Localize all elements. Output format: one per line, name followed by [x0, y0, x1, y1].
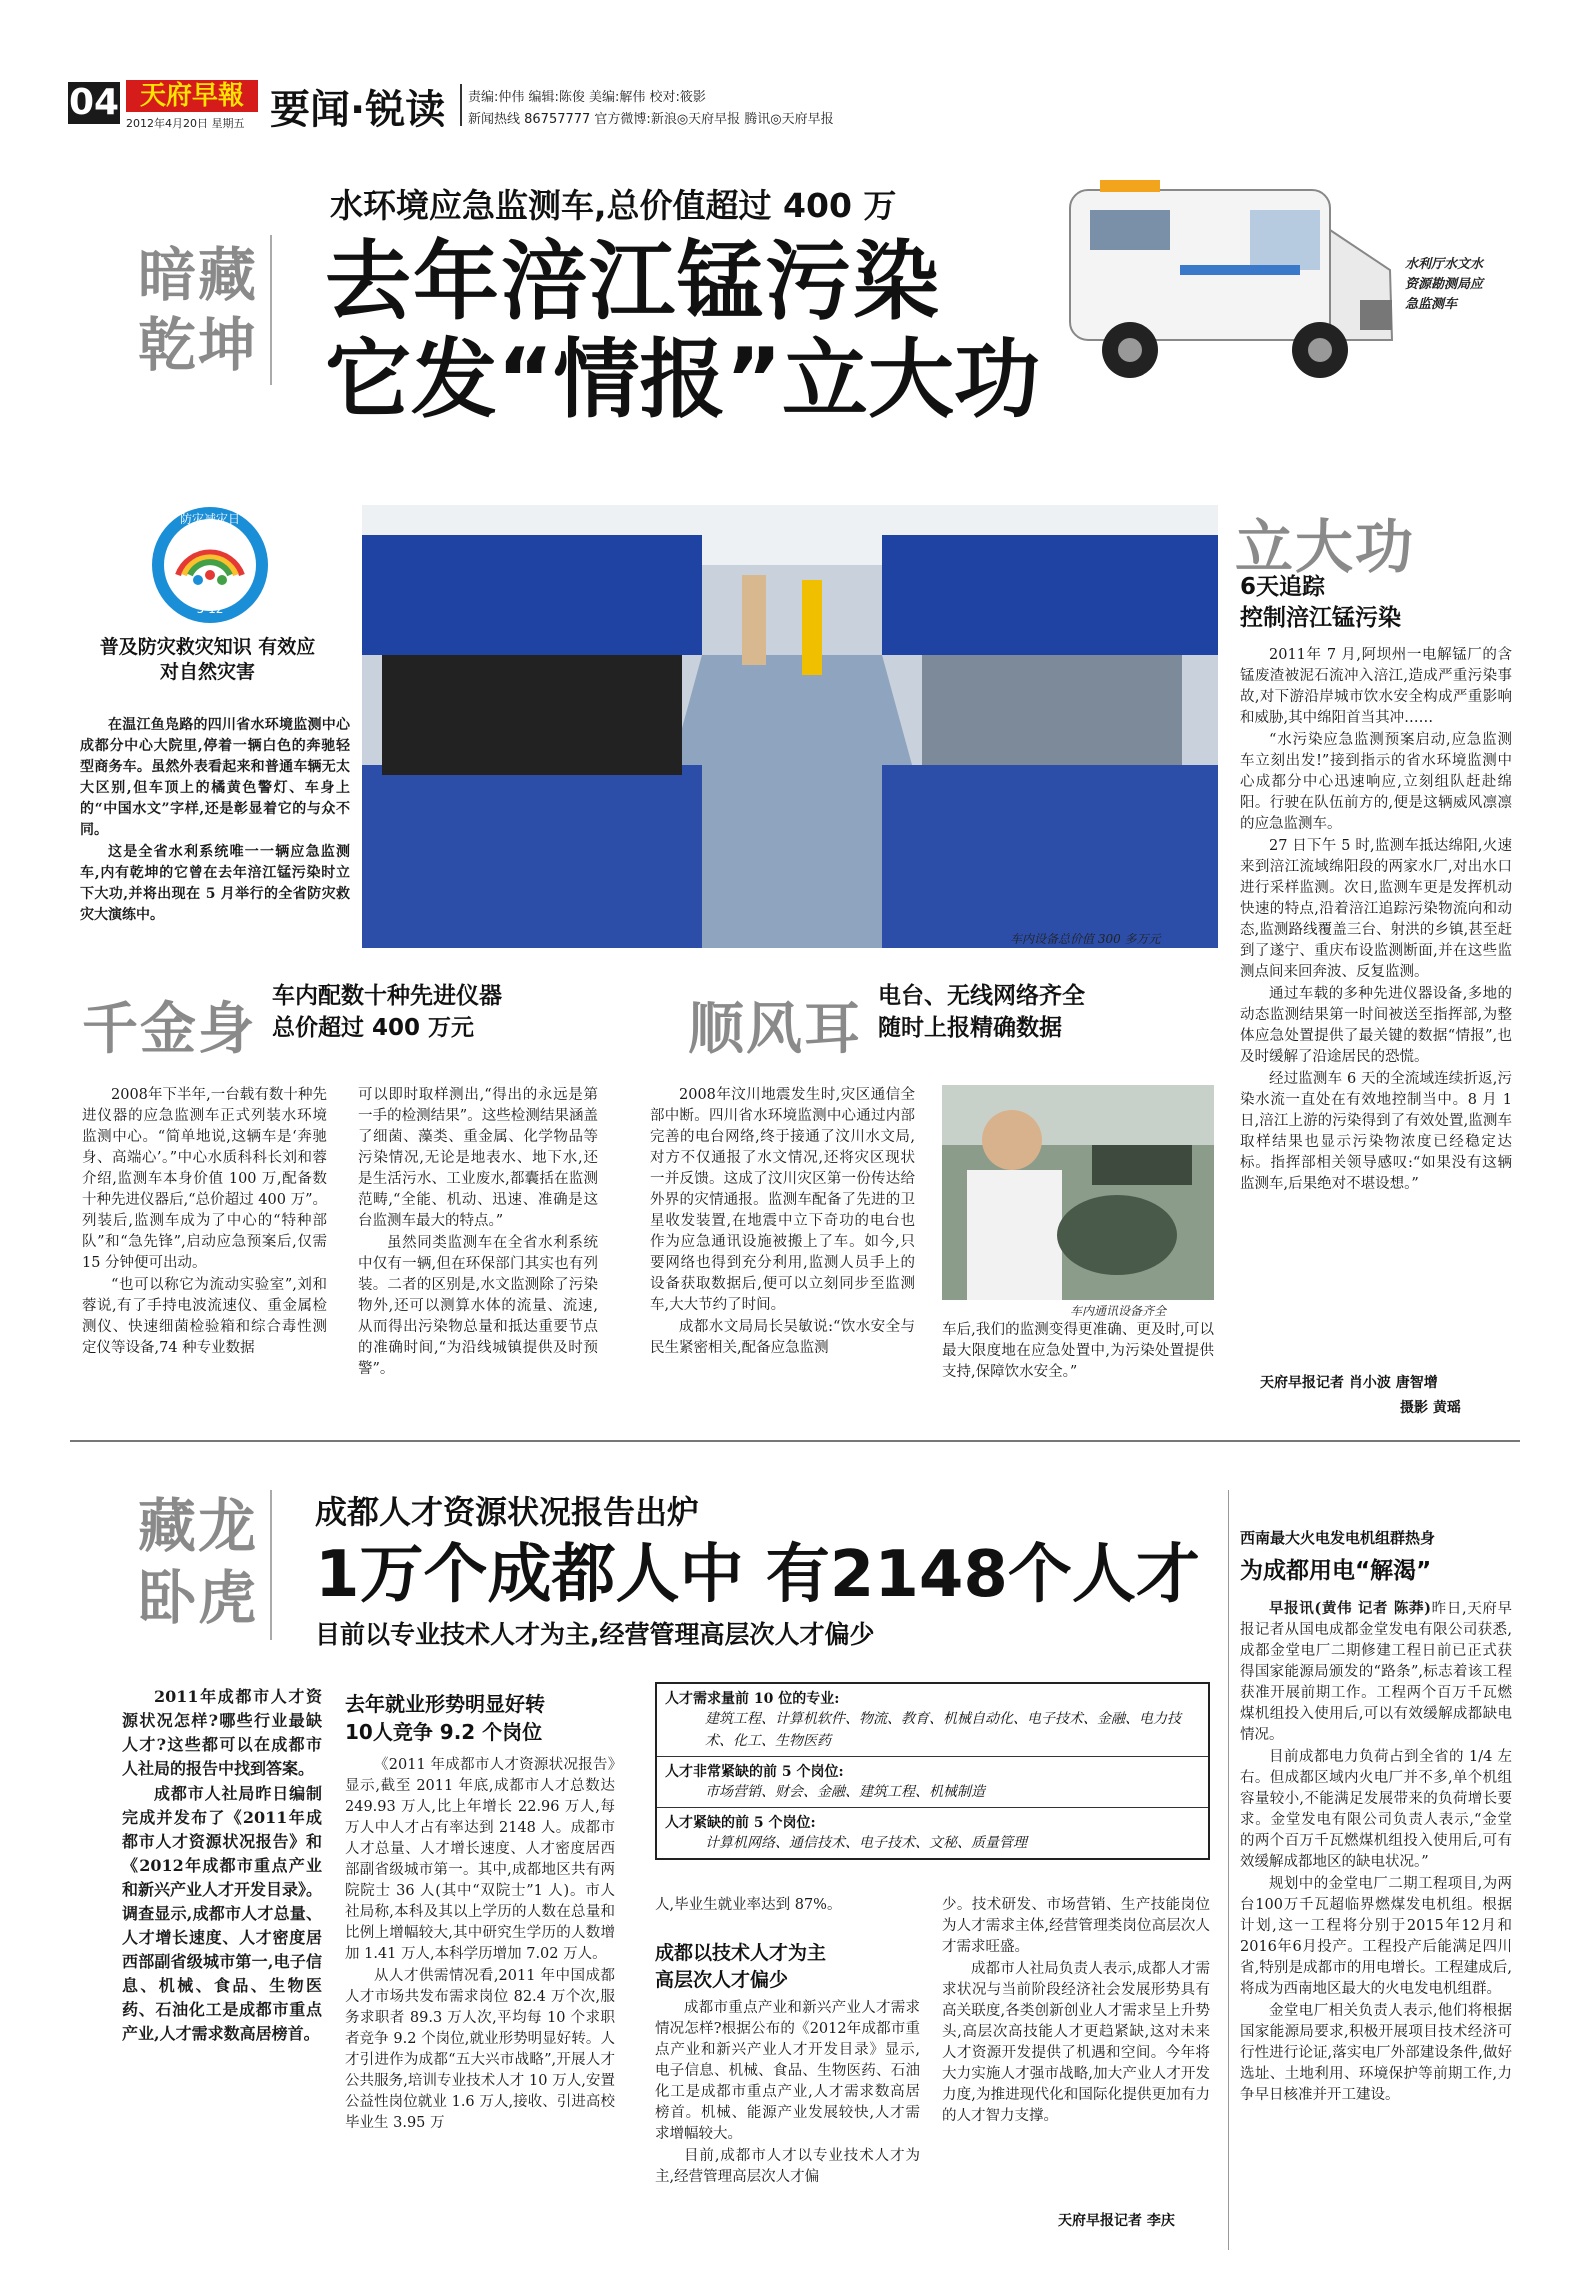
story1-intro: 在温江鱼凫路的四川省水环境监测中心成都分中心大院里,停着一辆白色的奔驰轻型商务车。虽然外表看起来和普通车辆无太大区别,但车顶上的橘黄色警灯、车身上的“中国水文”字样,还是彰显着它的与众不同。 这是全省水利系统唯一一辆应急监测车,内有乾坤的它曾在去年涪江锰污染时立下大功,并将出现在 5 月举行的全省防灾救灾大演练中。: [80, 717, 350, 923]
table-row-title: 人才紧缺的前 5 个岗位:: [665, 1815, 816, 1831]
wind-tag: 顺风耳: [688, 996, 862, 1062]
page-number: 04: [68, 82, 120, 123]
story2-sub1-line1: 去年就业形势明显好转: [345, 1692, 545, 1716]
disaster-reduction-logo: [150, 505, 270, 625]
communication-equipment-photo: [942, 1085, 1214, 1300]
story2-column-4: 少。技术研发、市场营销、生产技能岗位为人才需求主体,经营管理类岗位高层次人才需求旺盛。 成都市人社局负责人表示,成都人才需求状况与当前阶段经济社会发展形势具有高关联度,各类创新创业人才需求呈上升势头,高层次高技能人才更趋紧缺,这对未来人才资源开发提供了机遇和空间。今年将大力实施人才强市战略,加大产业人才开发力度,为推进现代化和国际化提供更加有力的人才智力支撑。: [942, 1897, 1210, 2124]
story2-kicker: 成都人才资源状况报告出炉: [315, 1493, 700, 1531]
table-row-title: 人才非常紧缺的前 5 个岗位:: [665, 1764, 844, 1780]
table-row-body: 市场营销、财会、金融、建筑工程、机械制造: [705, 1784, 985, 1800]
story3-dateline: 早报讯(黄伟 记者 陈莽): [1269, 1600, 1432, 1617]
monitoring-van-image: [1060, 150, 1400, 400]
merit-title-1: 6天追踪: [1240, 574, 1326, 600]
story3-kicker: 西南最大火电发电机组群热身: [1240, 1529, 1436, 1547]
wind-column-2: 车后,我们的监测变得更准确、更及时,可以最大限度地在应急处置中,为污染处置提供支持,保障饮水安全。”: [942, 1322, 1214, 1380]
story2-byline: 天府早报记者 李庆: [1058, 2213, 1175, 2229]
logo-caption: 普及防灾救灾知识 有效应对自然灾害: [99, 636, 316, 683]
story2-headline: 1万个成都人中 有2148个人才: [315, 1538, 1200, 1612]
interior-photo-caption: 车内设备总价值 300 多万元: [1010, 932, 1161, 946]
story2-sub1-line2: 10人竞争 9.2 个岗位: [345, 1720, 543, 1744]
column-tag-canglong: 藏龙卧虎: [138, 1492, 259, 1632]
story1-headline-1: 去年涪江锰污染: [325, 232, 941, 332]
story2-sub2-line2: 高层次人才偏少: [655, 1969, 789, 1991]
logo-top-text: 防灾减灾日: [179, 512, 241, 526]
merit-byline-2: 摄影 黄瑶: [1400, 1400, 1461, 1416]
table-row-body: 计算机网络、通信技术、电子技术、文秘、质量管理: [705, 1835, 1027, 1851]
van-caption: 水利厅水文水资源勘测局应急监测车: [1405, 257, 1484, 312]
gold-title-2: 总价超过 400 万元: [272, 1015, 475, 1041]
wind-column-1: 2008年汶川地震发生时,灾区通信全部中断。四川省水环境监测中心通过内部完善的电台网络,终于接通了汶川水文局,对方不仅通报了水文情况,还将灾区现状一并反馈。这成了汶川灾区第一份传达给外界的灾情通报。监测车配备了先进的卫星收发装置,在地震中立下奇功的电台也作为应急通讯设施被搬上了车。如今,只要网络也得到充分利用,监测人员手上的设备获取数据后,便可以立刻同步至监测车,大大节约了时间。 成都水文局局长吴敏说:“饮水安全与民生紧密相关,配备应急监测: [650, 1087, 915, 1356]
masthead-logo: [126, 80, 258, 112]
talent-demand-table: [655, 1682, 1210, 1860]
masthead-text: 天府早報: [139, 81, 244, 111]
story3-body: 早报讯(黄伟 记者 陈莽)昨日,天府早报记者从国电成都金堂发电有限公司获悉,成都金堂电厂二期修建工程日前已正式获得国家能源局颁发的“路条”,标志着该工程获准开展前期工作。工程两个百万千瓦燃煤机组投入使用后,可以有效缓解成都缺电情况。 目前成都电力负荷占到全省的 1/4 左右。但成都区域内火电厂并不多,单个机组容量较小,不能满足发展带来的负荷增长要求。金堂发电有限公司负责人表示,“金堂的两个百万千瓦燃煤机组投入使用后,可有效缓解成都地区的缺电状况。” 规划中的金堂电厂二期工程项目,为两台100万千瓦超临界燃煤发电机组。根据计划,这一工程将分别于2015年12月和2016年6月投产。工程投产后能满足四川省,特别是成都市的用电增长。工程建成后,将成为西南地区最大的火电发电机组群。 金堂电厂相关负责人表示,他们将根据国家能源局要求,积极开展项目技术经济可行性进行论证,落实电厂外部建设条件,做好选址、土地利用、环境保护等前期工作,力争早日核准并开工建设。: [1240, 1600, 1512, 2103]
table-row-body: 建筑工程、计算机软件、物流、教育、机械自动化、电子技术、金融、电力技术、化工、生物医药: [705, 1711, 1181, 1749]
story2-column-3: 人,毕业生就业率达到 87%。: [655, 1897, 842, 1913]
merit-tag: 立大功: [1235, 513, 1416, 581]
logo-bottom-text: 5·12: [196, 602, 224, 616]
gold-column-2: 可以即时取样测出,“得出的永远是第一手的检测结果”。这些检测结果涵盖了细菌、藻类、重金属、化学物品等污染情况,无论是地表水、地下水,还是生活污水、工业废水,都囊括在监测范畴,“全能、机动、迅速、准确是这台监测车最大的特点。” 虽然同类监测车在全省水利系统中仅有一辆,但在环保部门其实也有列装。二者的区别是,水文监测除了污染物外,还可以测算水体的流量、流速,从而得出污染物总量和抵达重要节点的准确时间,“为沿线城镇提供及时预警”。: [358, 1087, 598, 1377]
wind-title-1: 电台、无线网络齐全: [878, 983, 1085, 1009]
table-row-title: 人才需求量前 10 位的专业:: [665, 1691, 840, 1707]
merit-byline-1: 天府早报记者 肖小波 唐智增: [1260, 1375, 1438, 1391]
merit-title-2: 控制涪江锰污染: [1240, 605, 1401, 631]
gold-tag: 千金身: [82, 996, 256, 1062]
story2-column-1: 《2011 年成都市人才资源状况报告》显示,截至 2011 年底,成都市人才总数达 249.93 万人,比上年增长 22.96 万人,每万人中人才占有率达到 2148 人。成都市人才总量、人才增长速度、人才密度居西部副省级城市第一。其中,成都地区共有两院院士 36 人(其中“双院士”1 人)。市人社局称,本科及其以上学历的人数在总量和比例上增幅较大,其中研究生学历的人数增加 1.41 万人,本科学历增加 7.02 万人。 从人才供需情况看,2011 年中国成都人才市场共发布需求岗位 82.4 万个次,服务求职者 89.3 万人次,平均每 10 个求职者竞争 9.2 个岗位,就业形势明显好转。人才引进作为成都“五大兴市战略”,开展人才公共服务,培训专业技术人才 10 万人,安置公益性岗位就业 1.6 万人,接收、引进高校毕业生 3.95 万: [345, 1757, 615, 2131]
story2-lead: 2011年成都市人才资源状况怎样?哪些行业最缺人才?这些都可以在成都市人社局的报告中找到答案。 成都市人社局昨日编制完成并发布了《2011年成都市人才资源状况报告》和《2012年成都市重点产业和新兴产业人才开发目录》。调查显示,成都市人才总量、人才增长速度、人才密度居西部副省级城市第一,电子信息、机械、食品、生物医药、石油化工是成都市重点产业,人才需求数高居榜首。: [122, 1687, 323, 2043]
comm-photo-caption: 车内通讯设备齐全: [1070, 1304, 1167, 1318]
van-interior-photo: [362, 505, 1218, 948]
editor-credits: 责编:仲伟 编辑:陈俊 美编:解伟 校对:筱影: [468, 90, 706, 105]
column-tag-anzang: 暗藏乾坤: [138, 241, 259, 379]
gold-column-1: 2008年下半年,一台载有数十种先进仪器的应急监测车正式列装水环境监测中心。“简单地说,这辆车是‘奔驰身、高端心’。”中心水质科科长刘和蓉介绍,监测车本身价值 100 万,配备数十种先进仪器后,“总价超过 400 万”。列装后,监测车成为了中心的“特种部队”和“急先锋”,启动应急预案后,仅需 15 分钟便可出动。 “也可以称它为流动实验室”,刘和蓉说,有了手持电波流速仪、重金属检测仪、快速细菌检验箱和综合毒性测定仪等设备,74 种专业数据: [82, 1087, 327, 1356]
story1-kicker: 水环境应急监测车,总价值超过 400 万: [330, 186, 897, 225]
gold-title-1: 车内配数十种先进仪器: [272, 983, 502, 1009]
section-title: 要闻·锐读: [270, 87, 446, 133]
story2-column-3b: 成都市重点产业和新兴产业人才需求情况怎样?根据公布的《2012年成都市重点产业和新兴产业人才开发目录》显示,电子信息、机械、食品、生物医药、石油化工是成都市重点产业,人才需求数高居榜首。机械、能源产业发展较快,人才需求增幅较大。 目前,成都市人才以专业技术人才为主,经营管理高层次人才偏: [655, 2000, 920, 2185]
hotline-credits: 新闻热线 86757777 官方微博:新浪◎天府早报 腾讯◎天府早报: [468, 112, 834, 127]
issue-date: 2012年4月20日 星期五: [126, 117, 245, 130]
story3-headline: 为成都用电“解渴”: [1240, 1558, 1432, 1584]
story2-sub2-line1: 成都以技术人才为主: [655, 1942, 827, 1964]
story2-deck: 目前以专业技术人才为主,经营管理高层次人才偏少: [315, 1620, 875, 1649]
page-number-box: [68, 82, 120, 124]
wind-title-2: 随时上报精确数据: [878, 1015, 1062, 1041]
story1-headline-2: 它发“情报”立大功: [325, 330, 1041, 430]
merit-body: 2011年 7 月,阿坝州一电解锰厂的含锰废渣被泥石流冲入涪江,造成严重污染事故,对下游沿岸城市饮水安全构成严重影响和威胁,其中绵阳首当其冲…… “水污染应急监测预案启动,应急监测车立刻出发!”接到指示的省水环境监测中心成都分中心迅速响应,立刻组队赶赴绵阳。行驶在队伍前方的,便是这辆威风凛凛的应急监测车。 27 日下午 5 时,监测车抵达绵阳,火速来到涪江流域绵阳段的两家水厂,对出水口进行采样监测。次日,监测车更是发挥机动快速的特点,沿着涪江追踪污染物流向和动态,监测路线覆盖三台、射洪的乡镇,甚至赶到了遂宁、重庆布设监测断面,并在这些监测点间来回奔波、反复监测。 通过车载的多种先进仪器设备,多地的动态监测结果第一时间被送至指挥部,为整体应急处置提供了最关键的数据“情报”,也及时缓解了沿途居民的恐慌。 经过监测车 6 天的全流域连续折返,污染水流一直处在有效地控制当中。8 月 1 日,涪江上游的污染得到了有效处置,监测车取样结果也显示污染物浓度已经稳定达标。指挥部相关领导感叹:“如果没有这辆监测车,后果绝对不堪设想。”: [1240, 647, 1512, 1192]
